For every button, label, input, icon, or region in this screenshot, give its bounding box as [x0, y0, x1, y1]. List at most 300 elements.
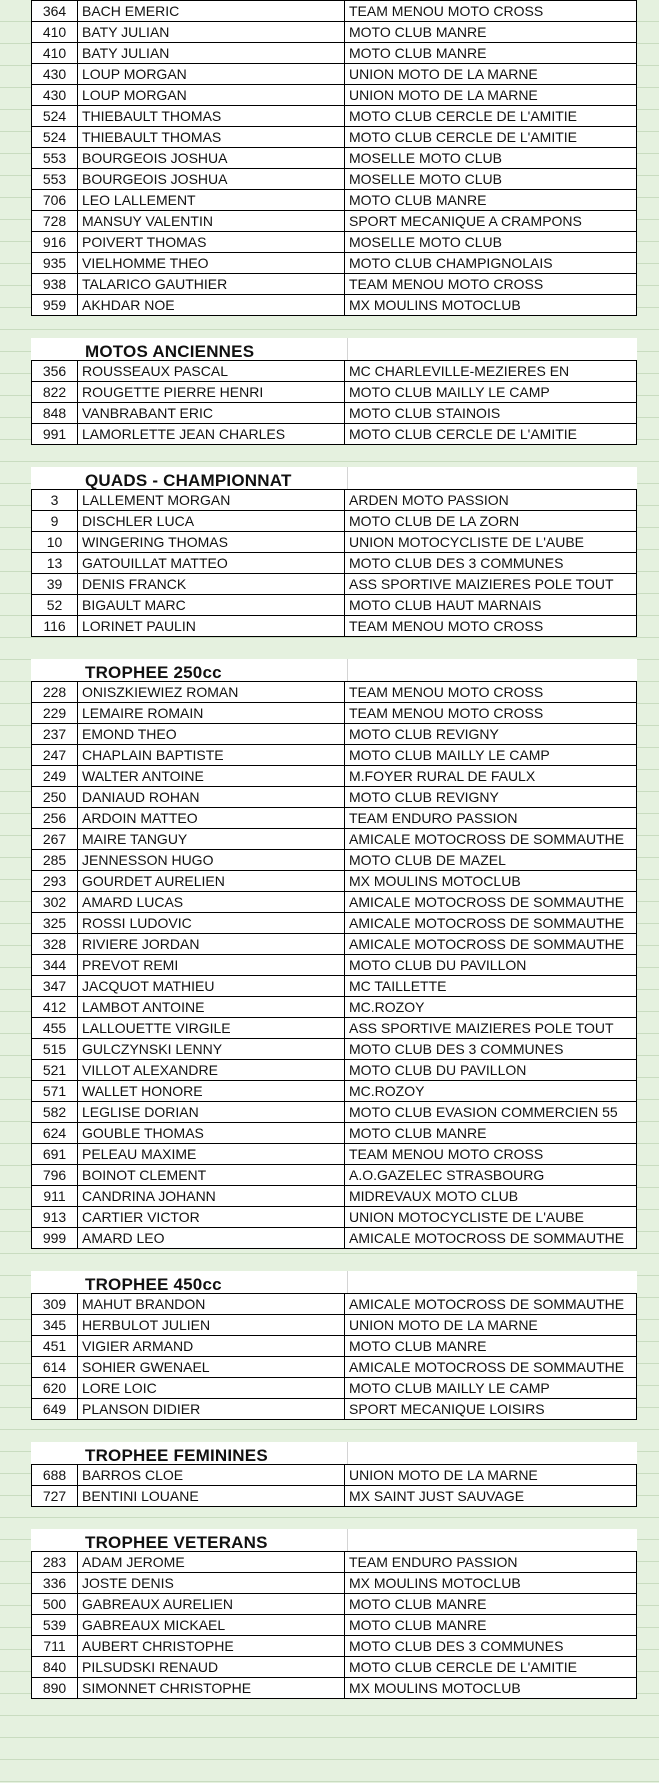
rider-name-cell: LORE LOIC [78, 1378, 345, 1399]
club-name-cell: MOTO CLUB MANRE [345, 1336, 637, 1357]
club-name-cell: MC.ROZOY [345, 997, 637, 1018]
table-row [32, 1144, 637, 1165]
rider-name-cell: LAMBOT ANTOINE [78, 997, 345, 1018]
rider-number-cell: 539 [32, 1615, 78, 1636]
rider-name-cell: AMARD LUCAS [78, 892, 345, 913]
table-row [32, 1399, 637, 1420]
rider-number-cell: 39 [32, 574, 78, 595]
entry-table [31, 1293, 637, 1420]
rider-number-cell: 249 [32, 766, 78, 787]
rider-number-cell: 229 [32, 703, 78, 724]
rider-name-cell: VIELHOMME THEO [78, 253, 345, 274]
section-spacer [31, 1507, 637, 1529]
club-name-cell: TEAM MENOU MOTO CROSS [345, 616, 637, 637]
rider-name-cell: ONISZKIEWIEZ ROMAN [78, 682, 345, 703]
table-row [32, 1039, 637, 1060]
club-name-cell: AMICALE MOTOCROSS DE SOMMAUTHE [345, 1294, 637, 1315]
table-row [32, 1573, 637, 1594]
rider-name-cell: CARTIER VICTOR [78, 1207, 345, 1228]
rider-name-cell: DANIAUD ROHAN [78, 787, 345, 808]
section-spacer [31, 637, 637, 659]
table-row [32, 595, 637, 616]
club-name-cell: MOTO CLUB MANRE [345, 22, 637, 43]
club-name-cell: MOTO CLUB DU PAVILLON [345, 955, 637, 976]
club-name-cell: AMICALE MOTOCROSS DE SOMMAUTHE [345, 1228, 637, 1249]
rider-number-cell: 250 [32, 787, 78, 808]
section-title: TROPHEE 250cc [85, 663, 222, 682]
rider-number-cell: 500 [32, 1594, 78, 1615]
rider-name-cell: LEMAIRE ROMAIN [78, 703, 345, 724]
club-name-cell: MC TAILLETTE [345, 976, 637, 997]
rider-name-cell: GABREAUX MICKAEL [78, 1615, 345, 1636]
rider-name-cell: AUBERT CHRISTOPHE [78, 1636, 345, 1657]
table-row [32, 829, 637, 850]
table-row [32, 1, 637, 22]
rider-number-cell: 267 [32, 829, 78, 850]
rider-name-cell: DENIS FRANCK [78, 574, 345, 595]
rider-number-cell: 711 [32, 1636, 78, 1657]
club-name-cell: TEAM MENOU MOTO CROSS [345, 703, 637, 724]
rider-name-cell: BATY JULIAN [78, 43, 345, 64]
club-name-cell: MIDREVAUX MOTO CLUB [345, 1186, 637, 1207]
rider-name-cell: SIMONNET CHRISTOPHE [78, 1678, 345, 1699]
table-row [32, 1123, 637, 1144]
entry-table [31, 360, 637, 445]
section-title: TROPHEE 450cc [85, 1275, 222, 1294]
club-name-cell: MOTO CLUB CERCLE DE L'AMITIE [345, 106, 637, 127]
rider-number-cell: 309 [32, 1294, 78, 1315]
club-name-cell: AMICALE MOTOCROSS DE SOMMAUTHE [345, 1357, 637, 1378]
rider-name-cell: BENTINI LOUANE [78, 1486, 345, 1507]
table-row [32, 808, 637, 829]
club-name-cell: MOTO CLUB DES 3 COMMUNES [345, 1636, 637, 1657]
table-row [32, 274, 637, 295]
club-name-cell: MX MOULINS MOTOCLUB [345, 1573, 637, 1594]
rider-number-cell: 727 [32, 1486, 78, 1507]
rider-name-cell: PILSUDSKI RENAUD [78, 1657, 345, 1678]
table-row [32, 913, 637, 934]
rider-number-cell: 237 [32, 724, 78, 745]
table-row [32, 616, 637, 637]
rider-name-cell: BOURGEOIS JOSHUA [78, 169, 345, 190]
table-row [32, 787, 637, 808]
rider-name-cell: BOURGEOIS JOSHUA [78, 148, 345, 169]
club-name-cell: MOTO CLUB CERCLE DE L'AMITIE [345, 424, 637, 445]
club-name-cell: MOTO CLUB MANRE [345, 1123, 637, 1144]
section-header [31, 659, 637, 681]
rider-number-cell: 328 [32, 934, 78, 955]
table-row [32, 1336, 637, 1357]
section-header [31, 1271, 637, 1293]
header-column-divider [347, 1271, 348, 1293]
club-name-cell: MC CHARLEVILLE-MEZIERES EN [345, 361, 637, 382]
club-name-cell: MX MOULINS MOTOCLUB [345, 1678, 637, 1699]
club-name-cell: MOTO CLUB DES 3 COMMUNES [345, 553, 637, 574]
rider-number-cell: 691 [32, 1144, 78, 1165]
rider-number-cell: 256 [32, 808, 78, 829]
club-name-cell: MOTO CLUB DU PAVILLON [345, 1060, 637, 1081]
table-row [32, 1465, 637, 1486]
club-name-cell: TEAM MENOU MOTO CROSS [345, 274, 637, 295]
table-row [32, 682, 637, 703]
rider-name-cell: ARDOIN MATTEO [78, 808, 345, 829]
rider-name-cell: VANBRABANT ERIC [78, 403, 345, 424]
table-row [32, 1294, 637, 1315]
rider-name-cell: SOHIER GWENAEL [78, 1357, 345, 1378]
rider-number-cell: 247 [32, 745, 78, 766]
club-name-cell: ASS SPORTIVE MAIZIERES POLE TOUT [345, 574, 637, 595]
table-row [32, 1552, 637, 1573]
rider-name-cell: MAHUT BRANDON [78, 1294, 345, 1315]
table-row [32, 64, 637, 85]
rider-name-cell: WALLET HONORE [78, 1081, 345, 1102]
entry-list-sheet [31, 0, 637, 1699]
table-row [32, 490, 637, 511]
club-name-cell: MOTO CLUB MANRE [345, 190, 637, 211]
club-name-cell: AMICALE MOTOCROSS DE SOMMAUTHE [345, 913, 637, 934]
table-row [32, 1018, 637, 1039]
header-column-divider [347, 467, 348, 489]
table-row [32, 766, 637, 787]
club-name-cell: MOTO CLUB EVASION COMMERCIEN 55 [345, 1102, 637, 1123]
rider-name-cell: AKHDAR NOE [78, 295, 345, 316]
rider-number-cell: 364 [32, 1, 78, 22]
rider-name-cell: WALTER ANTOINE [78, 766, 345, 787]
rider-name-cell: WINGERING THOMAS [78, 532, 345, 553]
club-name-cell: UNION MOTO DE LA MARNE [345, 1315, 637, 1336]
section-header [31, 1442, 637, 1464]
club-name-cell: SPORT MECANIQUE A CRAMPONS [345, 211, 637, 232]
club-name-cell: MOSELLE MOTO CLUB [345, 148, 637, 169]
club-name-cell: MOTO CLUB CERCLE DE L'AMITIE [345, 1657, 637, 1678]
table-row [32, 703, 637, 724]
rider-name-cell: GULCZYNSKI LENNY [78, 1039, 345, 1060]
rider-number-cell: 283 [32, 1552, 78, 1573]
table-row [32, 43, 637, 64]
rider-number-cell: 688 [32, 1465, 78, 1486]
rider-number-cell: 430 [32, 85, 78, 106]
entry-table [31, 1464, 637, 1507]
rider-name-cell: LALLEMENT MORGAN [78, 490, 345, 511]
section-header [31, 338, 637, 360]
table-row [32, 745, 637, 766]
rider-name-cell: GABREAUX AURELIEN [78, 1594, 345, 1615]
rider-name-cell: RIVIERE JORDAN [78, 934, 345, 955]
table-row [32, 85, 637, 106]
rider-name-cell: JACQUOT MATHIEU [78, 976, 345, 997]
table-row [32, 22, 637, 43]
rider-number-cell: 999 [32, 1228, 78, 1249]
rider-number-cell: 515 [32, 1039, 78, 1060]
club-name-cell: MOTO CLUB MANRE [345, 1615, 637, 1636]
club-name-cell: MOTO CLUB MANRE [345, 43, 637, 64]
rider-number-cell: 451 [32, 1336, 78, 1357]
rider-name-cell: LORINET PAULIN [78, 616, 345, 637]
table-row [32, 1378, 637, 1399]
rider-number-cell: 293 [32, 871, 78, 892]
club-name-cell: UNION MOTOCYCLISTE DE L'AUBE [345, 1207, 637, 1228]
section-header [31, 1529, 637, 1551]
club-name-cell: MOTO CLUB CERCLE DE L'AMITIE [345, 127, 637, 148]
entry-table [31, 1551, 637, 1699]
club-name-cell: TEAM ENDURO PASSION [345, 1552, 637, 1573]
rider-name-cell: BIGAULT MARC [78, 595, 345, 616]
section-header [31, 467, 637, 489]
rider-name-cell: AMARD LEO [78, 1228, 345, 1249]
rider-name-cell: JENNESSON HUGO [78, 850, 345, 871]
rider-number-cell: 410 [32, 43, 78, 64]
rider-number-cell: 796 [32, 1165, 78, 1186]
rider-number-cell: 728 [32, 211, 78, 232]
rider-number-cell: 524 [32, 127, 78, 148]
club-name-cell: MC.ROZOY [345, 1081, 637, 1102]
rider-name-cell: ROUGETTE PIERRE HENRI [78, 382, 345, 403]
rider-number-cell: 571 [32, 1081, 78, 1102]
table-row [32, 1657, 637, 1678]
club-name-cell: MOTO CLUB CHAMPIGNOLAIS [345, 253, 637, 274]
table-row [32, 361, 637, 382]
club-name-cell: MOSELLE MOTO CLUB [345, 169, 637, 190]
table-row [32, 253, 637, 274]
rider-number-cell: 3 [32, 490, 78, 511]
table-row [32, 934, 637, 955]
rider-number-cell: 991 [32, 424, 78, 445]
rider-number-cell: 524 [32, 106, 78, 127]
rider-name-cell: MAIRE TANGUY [78, 829, 345, 850]
rider-name-cell: POIVERT THOMAS [78, 232, 345, 253]
rider-name-cell: LEGLISE DORIAN [78, 1102, 345, 1123]
table-row [32, 892, 637, 913]
club-name-cell: MOTO CLUB REVIGNY [345, 724, 637, 745]
club-name-cell: MOTO CLUB REVIGNY [345, 787, 637, 808]
table-row [32, 955, 637, 976]
rider-name-cell: THIEBAULT THOMAS [78, 106, 345, 127]
header-column-divider [347, 338, 348, 360]
table-row [32, 403, 637, 424]
rider-number-cell: 336 [32, 1573, 78, 1594]
club-name-cell: AMICALE MOTOCROSS DE SOMMAUTHE [345, 892, 637, 913]
rider-name-cell: BOINOT CLEMENT [78, 1165, 345, 1186]
rider-number-cell: 935 [32, 253, 78, 274]
rider-name-cell: CANDRINA JOHANN [78, 1186, 345, 1207]
club-name-cell: MOTO CLUB DE LA ZORN [345, 511, 637, 532]
rider-name-cell: ROUSSEAUX PASCAL [78, 361, 345, 382]
table-row [32, 127, 637, 148]
club-name-cell: UNION MOTO DE LA MARNE [345, 1465, 637, 1486]
rider-name-cell: JOSTE DENIS [78, 1573, 345, 1594]
table-row [32, 190, 637, 211]
club-name-cell: ARDEN MOTO PASSION [345, 490, 637, 511]
table-row [32, 232, 637, 253]
rider-number-cell: 325 [32, 913, 78, 934]
club-name-cell: UNION MOTO DE LA MARNE [345, 64, 637, 85]
rider-name-cell: TALARICO GAUTHIER [78, 274, 345, 295]
rider-name-cell: MANSUY VALENTIN [78, 211, 345, 232]
table-row [32, 1102, 637, 1123]
club-name-cell: MOTO CLUB MAILLY LE CAMP [345, 745, 637, 766]
header-column-divider [347, 1529, 348, 1551]
header-column-divider [347, 659, 348, 681]
club-name-cell: TEAM MENOU MOTO CROSS [345, 1144, 637, 1165]
rider-number-cell: 116 [32, 616, 78, 637]
rider-name-cell: GATOUILLAT MATTEO [78, 553, 345, 574]
rider-name-cell: LAMORLETTE JEAN CHARLES [78, 424, 345, 445]
club-name-cell: MOTO CLUB MANRE [345, 1594, 637, 1615]
rider-name-cell: LALLOUETTE VIRGILE [78, 1018, 345, 1039]
club-name-cell: MOTO CLUB DES 3 COMMUNES [345, 1039, 637, 1060]
rider-number-cell: 890 [32, 1678, 78, 1699]
rider-name-cell: PREVOT REMI [78, 955, 345, 976]
table-row [32, 211, 637, 232]
rider-number-cell: 553 [32, 169, 78, 190]
rider-name-cell: BACH EMERIC [78, 1, 345, 22]
rider-name-cell: DISCHLER LUCA [78, 511, 345, 532]
club-name-cell: MX MOULINS MOTOCLUB [345, 295, 637, 316]
section-title: QUADS - CHAMPIONNAT [85, 471, 292, 490]
table-row [32, 871, 637, 892]
rider-number-cell: 455 [32, 1018, 78, 1039]
table-row [32, 1486, 637, 1507]
rider-name-cell: THIEBAULT THOMAS [78, 127, 345, 148]
rider-number-cell: 959 [32, 295, 78, 316]
club-name-cell: TEAM MENOU MOTO CROSS [345, 1, 637, 22]
table-row [32, 997, 637, 1018]
entry-table [31, 681, 637, 1249]
table-row [32, 553, 637, 574]
section-spacer [31, 1420, 637, 1442]
club-name-cell: A.O.GAZELEC STRASBOURG [345, 1165, 637, 1186]
table-row [32, 1615, 637, 1636]
table-row [32, 850, 637, 871]
table-row [32, 1636, 637, 1657]
table-row [32, 1357, 637, 1378]
section-spacer [31, 316, 637, 338]
rider-number-cell: 582 [32, 1102, 78, 1123]
rider-number-cell: 916 [32, 232, 78, 253]
club-name-cell: MX SAINT JUST SAUVAGE [345, 1486, 637, 1507]
club-name-cell: SPORT MECANIQUE LOISIRS [345, 1399, 637, 1420]
table-row [32, 574, 637, 595]
entry-table [31, 0, 637, 316]
rider-name-cell: GOUBLE THOMAS [78, 1123, 345, 1144]
table-row [32, 1228, 637, 1249]
club-name-cell: TEAM MENOU MOTO CROSS [345, 682, 637, 703]
rider-number-cell: 706 [32, 190, 78, 211]
club-name-cell: UNION MOTOCYCLISTE DE L'AUBE [345, 532, 637, 553]
rider-number-cell: 614 [32, 1357, 78, 1378]
rider-name-cell: CHAPLAIN BAPTISTE [78, 745, 345, 766]
rider-number-cell: 938 [32, 274, 78, 295]
table-row [32, 106, 637, 127]
table-row [32, 1207, 637, 1228]
rider-name-cell: LOUP MORGAN [78, 85, 345, 106]
table-row [32, 1315, 637, 1336]
rider-name-cell: LOUP MORGAN [78, 64, 345, 85]
club-name-cell: TEAM ENDURO PASSION [345, 808, 637, 829]
rider-name-cell: PELEAU MAXIME [78, 1144, 345, 1165]
table-row [32, 424, 637, 445]
club-name-cell: M.FOYER RURAL DE FAULX [345, 766, 637, 787]
club-name-cell: ASS SPORTIVE MAIZIERES POLE TOUT [345, 1018, 637, 1039]
rider-number-cell: 840 [32, 1657, 78, 1678]
club-name-cell: AMICALE MOTOCROSS DE SOMMAUTHE [345, 829, 637, 850]
rider-number-cell: 345 [32, 1315, 78, 1336]
rider-number-cell: 911 [32, 1186, 78, 1207]
rider-name-cell: VIGIER ARMAND [78, 1336, 345, 1357]
section-title: TROPHEE FEMININES [85, 1446, 268, 1465]
rider-number-cell: 848 [32, 403, 78, 424]
rider-name-cell: VILLOT ALEXANDRE [78, 1060, 345, 1081]
rider-number-cell: 410 [32, 22, 78, 43]
section-title: MOTOS ANCIENNES [85, 342, 255, 361]
rider-name-cell: LEO LALLEMENT [78, 190, 345, 211]
section-title: TROPHEE VETERANS [85, 1533, 268, 1552]
rider-number-cell: 285 [32, 850, 78, 871]
table-row [32, 148, 637, 169]
table-row [32, 1060, 637, 1081]
rider-number-cell: 913 [32, 1207, 78, 1228]
table-row [32, 511, 637, 532]
rider-name-cell: ROSSI LUDOVIC [78, 913, 345, 934]
club-name-cell: MX MOULINS MOTOCLUB [345, 871, 637, 892]
rider-name-cell: BARROS CLOE [78, 1465, 345, 1486]
table-row [32, 532, 637, 553]
rider-number-cell: 553 [32, 148, 78, 169]
club-name-cell: MOTO CLUB DE MAZEL [345, 850, 637, 871]
rider-number-cell: 10 [32, 532, 78, 553]
rider-number-cell: 412 [32, 997, 78, 1018]
table-row [32, 295, 637, 316]
rider-number-cell: 430 [32, 64, 78, 85]
rider-number-cell: 521 [32, 1060, 78, 1081]
section-spacer [31, 1249, 637, 1271]
rider-name-cell: ADAM JEROME [78, 1552, 345, 1573]
rider-number-cell: 302 [32, 892, 78, 913]
table-row [32, 976, 637, 997]
rider-name-cell: GOURDET AURELIEN [78, 871, 345, 892]
club-name-cell: MOTO CLUB MAILLY LE CAMP [345, 382, 637, 403]
rider-number-cell: 649 [32, 1399, 78, 1420]
entry-table [31, 489, 637, 637]
table-row [32, 1081, 637, 1102]
rider-name-cell: HERBULOT JULIEN [78, 1315, 345, 1336]
club-name-cell: MOSELLE MOTO CLUB [345, 232, 637, 253]
table-row [32, 169, 637, 190]
rider-number-cell: 13 [32, 553, 78, 574]
table-row [32, 1594, 637, 1615]
rider-number-cell: 620 [32, 1378, 78, 1399]
rider-name-cell: BATY JULIAN [78, 22, 345, 43]
header-column-divider [347, 1442, 348, 1464]
rider-number-cell: 822 [32, 382, 78, 403]
club-name-cell: MOTO CLUB STAINOIS [345, 403, 637, 424]
table-row [32, 724, 637, 745]
rider-number-cell: 228 [32, 682, 78, 703]
rider-number-cell: 9 [32, 511, 78, 532]
table-row [32, 1186, 637, 1207]
section-spacer [31, 445, 637, 467]
rider-number-cell: 356 [32, 361, 78, 382]
rider-number-cell: 52 [32, 595, 78, 616]
club-name-cell: MOTO CLUB MAILLY LE CAMP [345, 1378, 637, 1399]
rider-number-cell: 347 [32, 976, 78, 997]
rider-number-cell: 344 [32, 955, 78, 976]
rider-number-cell: 624 [32, 1123, 78, 1144]
rider-name-cell: PLANSON DIDIER [78, 1399, 345, 1420]
club-name-cell: AMICALE MOTOCROSS DE SOMMAUTHE [345, 934, 637, 955]
rider-name-cell: EMOND THEO [78, 724, 345, 745]
table-row [32, 382, 637, 403]
